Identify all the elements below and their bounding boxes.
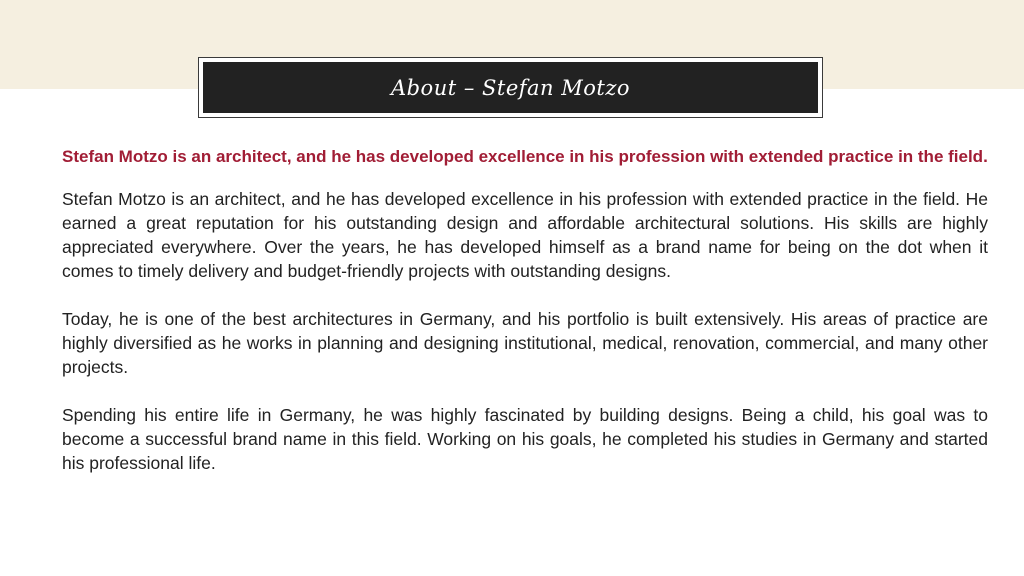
body-paragraph-2: Today, he is one of the best architectures in Germany, and his portfolio is built extensively. His areas of practice are highly diversified as he works in planning and designing institutional, medical, renovation, commercial, and many other projects. — [62, 309, 988, 377]
content-area — [62, 145, 988, 499]
title-frame — [198, 57, 823, 118]
body-paragraph-3: Spending his entire life in Germany, he was highly fascinated by building designs. Being a child, his goal was to become a successful brand name in this field. Working on his goals, he completed his studies in Germany and started his professional life. — [62, 405, 988, 473]
body-paragraph-1: Stefan Motzo is an architect, and he has developed excellence in his profession with extended practice in the field. He earned a great reputation for his outstanding design and affordable architectural solutions. His skills are highly appreciated everywhere. Over the years, he has developed himself as a brand name for being on the dot when it comes to timely delivery and budget-friendly projects with outstanding designs. — [62, 189, 988, 281]
title-box — [203, 62, 818, 113]
slide-title: About – Stefan Motzo — [390, 75, 631, 100]
lead-statement: Stefan Motzo is an architect, and he has developed excellence in his profession with extended practice in the field. — [62, 147, 988, 166]
